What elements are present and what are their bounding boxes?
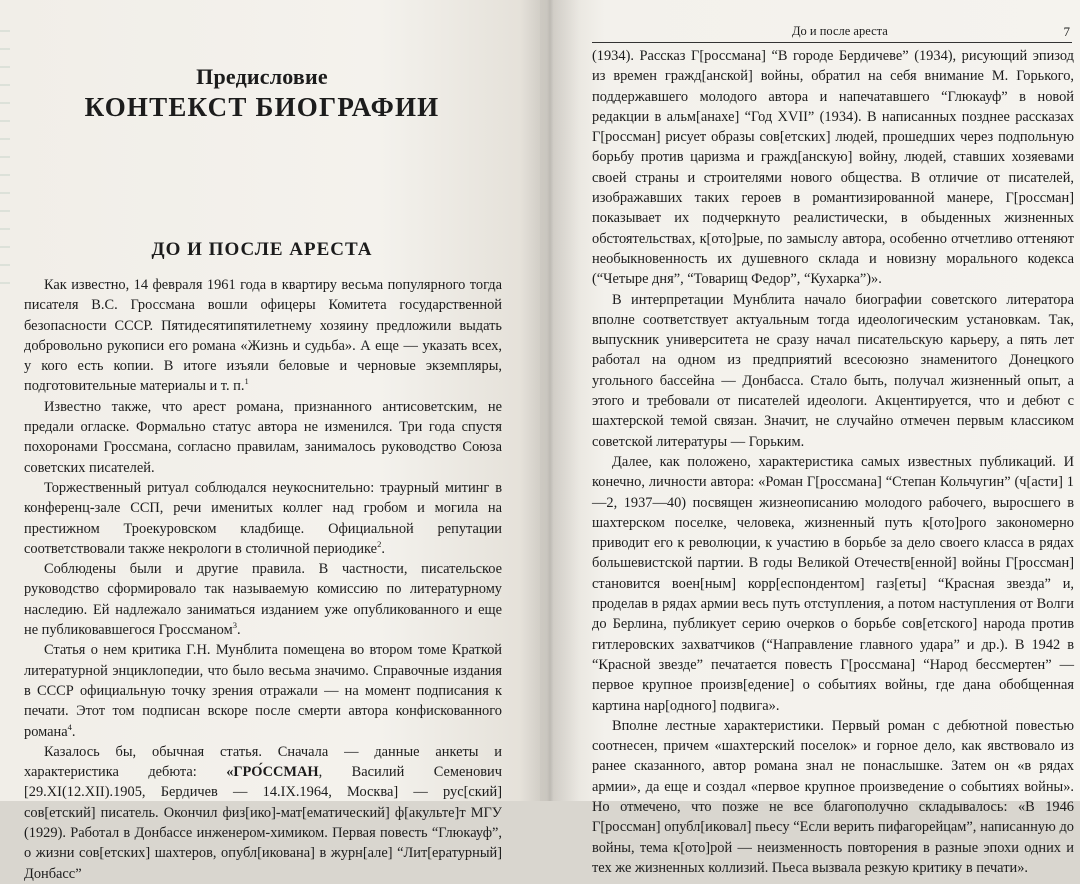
paragraph-tail: . bbox=[381, 540, 385, 557]
paragraph bbox=[24, 559, 502, 640]
paragraph bbox=[24, 742, 502, 884]
paragraph-tail: . bbox=[236, 622, 241, 639]
preface-label: Предисловие bbox=[196, 64, 328, 89]
left-page bbox=[0, 0, 540, 882]
paragraph bbox=[24, 397, 502, 478]
paragraph-tail: . bbox=[71, 723, 76, 740]
paragraph-text: Казалось бы, обычная статья. Сначала — данные анкеты и характеристика дебюта: bbox=[24, 743, 502, 781]
page-number: 7 bbox=[1063, 24, 1070, 39]
paragraph: (1934). Рассказ Г[россмана] “В городе Бердичеве” (1934), рисующий эпизод из времен гражд[анской] войны, обратил на себя внимание М. Горького, поддержавшего молодого автора и напечатавшего “Глюкауф” в новой редакции в альм[анахе] “Год XVII” (1934). В написанных позднее рассказах Г[россман] рисует образы сов[етских] людей, прошедших через подпольную борьбу против царизма и гражд[анскую] войну, людей, ставших хозяевами своей страны и строителями нового общества. В отличие от писателей, изображавших таких героев в романтизированной манере, Г[россман] показывает их подчеркнуто реалистически, в обыденных жизненных обстоятельствах, к[ото]рые, по замыслу автора, особенно отчетливо оттеняют необыкновенность их душевного склада и новизну морального кодекса (“Четыре дня”, “Товарищ Федор”, “Кухарка”)». bbox=[592, 48, 1074, 288]
entry-headword: «ГРО́ССМАН bbox=[226, 764, 319, 781]
preface-title: КОНТЕКСТ БИОГРАФИИ bbox=[84, 92, 440, 122]
section-title: ДО И ПОСЛЕ АРЕСТА bbox=[151, 239, 373, 260]
running-title: До и после ареста bbox=[792, 24, 888, 38]
paragraph-text: Как известно, 14 февраля 1961 года в квартиру весьма популярного тогда писателя В.С. Гроссмана вошли офицеры Комитета государственной безопасности СССР. Пятидесятипятилетнему хозяину предложили выдать добровольно рукописи его романа «Жизнь и судьба». А еще — указать всех, у кого есть копии. В итоге изъяли беловые и черновые экземпляры, подготовительные материалы и т. п. bbox=[24, 277, 502, 395]
paragraph-text: Соблюдены были и другие правила. В частности, писательское руководство сформировало так называемую комиссию по литературному наследию. Ей надлежало заниматься изданием уже опубликованного и еще не публиковавшегося Гроссманом bbox=[24, 561, 502, 639]
paragraph: Далее, как положено, характеристика самых известных публикаций. И конечно, личности автора: «Роман Г[россмана] “Степан Кольчугин” (ч[асти] 1—2, 1937—40) посвящен жизнеописанию молодого рабочего, выросшего в шахтерском поселке, человека, жизненный путь к[ото]рого закономерно приводит его к революции, к участию в борьбе за дело своего класса в рядах большевистской партии. В годы Великой Отечеств[енной] войны Г[россман] становится воен[ным] корр[еспондентом] газ[еты] “Красная звезда” и, проделав в рядах армии весь путь отступления, а потом наступления от Волги до Берлина, публикует серию очерков о борьбе сов[етского] народа против гитлеровских захватчиков (“Направление главного удара” и др.). В 1942 в “Красной звезде” печатается повесть Г[россмана] “Народ бессмертен” — первое крупное произв[едение] о событиях войны, где дана обобщенная картина нар[одного] подвига». bbox=[592, 453, 1074, 714]
paragraph-text: Торжественный ритуал соблюдался неукоснительно: траурный митинг в конференц-зале ССП, речи именитых коллег над гробом и могила на престижном Троекуровском кладбище. Официальной репутации соответствовали также некрологи в столичной периодике bbox=[24, 479, 502, 557]
running-header bbox=[592, 24, 1072, 43]
paragraph-text: , Василий Семенович [29.XI(12.XII).1905, Бердичев — 14.IX.1964, Москва] — рус[ский] сов[етский] писатель. Окончил физ[ико]-мат[ематический] ф[акульте]т МГУ (1929). Работал в Донбассе инженером-химиком. Первая повесть “Глюкауф”, о жизни сов[етских] шахтеров, опубл[икована] в журн[але] “Лит[ературный] Донбасс” bbox=[24, 764, 502, 882]
page-edge-decoration bbox=[0, 30, 10, 290]
right-body-text bbox=[592, 46, 1074, 878]
paragraph bbox=[24, 275, 502, 397]
paragraph bbox=[24, 478, 502, 559]
paragraph-text: Известно также, что арест романа, признанного антисоветским, не предали огласке. Формально статус автора не изменился. Три года спустя похоронами Гроссмана, согласно правилам, занималось руководство Союза советских писателей. bbox=[24, 398, 502, 476]
footnote-ref: 3 bbox=[232, 620, 237, 631]
paragraph: Вполне лестные характеристики. Первый роман с дебютной повестью соотнесен, причем «шахтерский поселок» и горное дело, как явствовало из ранее сказанного, автор романа знал не понаслышке. Затем он «в рядах армии», да еще и создал «первое крупное произведение о событиях войны». Но отмечено, что позже не все благополучно складывалось: «В 1946 Г[россман] опубл[иковал] пьесу “Если верить пифагорейцам”, написанную до войны, тема к[ото]рой — неизменность повторения в разные эпохи одних и тех же жизненных коллизий. Пьеса вызвала резкую критику в печати». bbox=[592, 717, 1074, 876]
footnote-ref: 4 bbox=[67, 721, 72, 732]
left-body-text bbox=[22, 275, 502, 884]
paragraph-text: Статья о нем критика Г.Н. Мунблита помещена во втором томе Краткой литературной энциклопедии, что было весьма значимо. Справочные издания в СССР официальную точку зрения отражали — на момент подписания к печати. Этот том подписан вскоре после смерти автора конфискованного романа bbox=[24, 642, 502, 740]
paragraph bbox=[24, 640, 502, 741]
footnote-ref: 2 bbox=[377, 539, 382, 550]
paragraph: В интерпретации Мунблита начало биографии советского литератора вполне соответствует актуальным тогда идеологическим установкам. Так, выпускник университета не сразу начал писательскую карьеру, а пять лет работал на одном из предприятий всесоюзно знаменитого Донецкого угольного бассейна — Донбасса. Стало быть, получал жизненный опыт, а этого и требовали от писателей идеологи. Акцентируется, что и дебют с шахтерской темой связан. Значит, не случайно отмечен первым классиком советской литературы — Горьким. bbox=[592, 291, 1074, 450]
footnote-ref: 1 bbox=[244, 376, 249, 387]
right-page bbox=[540, 0, 1080, 876]
